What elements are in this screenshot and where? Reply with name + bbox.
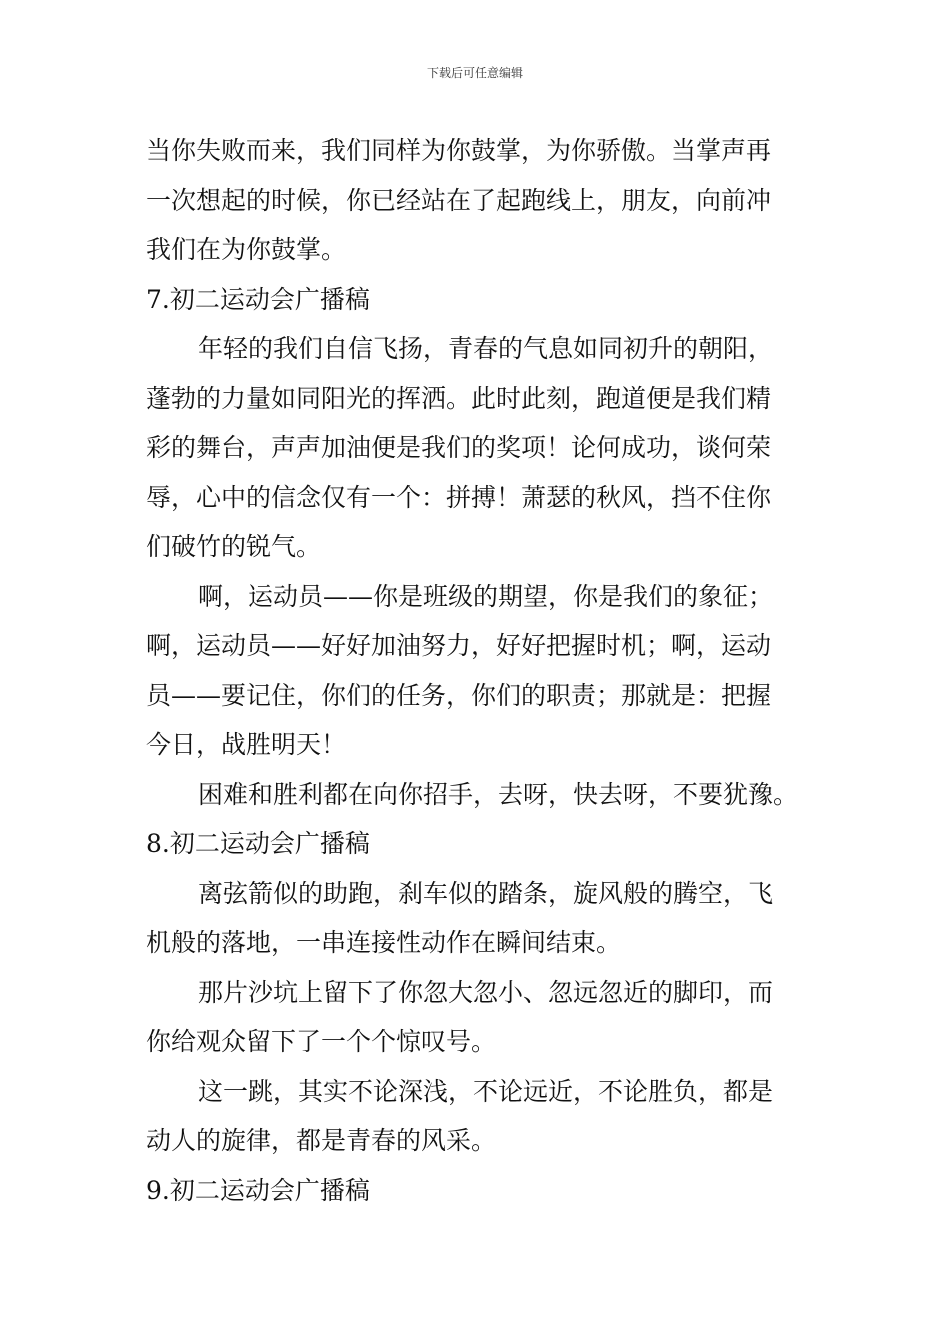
paragraph-line: 一次想起的时候，你已经站在了起跑线上，朋友，向前冲 [146, 185, 772, 215]
paragraph-line: 今日，战胜明天！ [146, 730, 347, 759]
section-heading-8: 8.初二运动会广播稿 [146, 829, 370, 858]
paragraph-line: 彩的舞台，声声加油便是我们的奖项！论何成功，谈何荣 [146, 433, 772, 462]
paragraph-line: 当你失败而来，我们同样为你鼓掌，为你骄傲。当掌声再 [146, 136, 772, 165]
section-heading-7: 7.初二运动会广播稿 [146, 284, 370, 314]
paragraph-line: 啊，运动员——你是班级的期望，你是我们的象征； [198, 581, 774, 611]
paragraph-line: 年轻的我们自信飞扬，青春的气息如同初升的朝阳， [198, 334, 774, 363]
section-heading-9: 9.初二运动会广播稿 [146, 1175, 370, 1205]
document-body [146, 126, 808, 1215]
paragraph-line: 我们在为你鼓掌。 [146, 235, 347, 264]
paragraph-line: 辱，心中的信念仅有一个：拼搏！萧瑟的秋风，挡不住你 [146, 482, 772, 512]
paragraph-line: 动人的旋律，都是青春的风采。 [146, 1126, 497, 1155]
paragraph-line: 那片沙坑上留下了你忽大忽小、忽远忽近的脚印，而 [198, 977, 774, 1007]
paragraph-line: 啊，运动员——好好加油努力，好好把握时机；啊，运动 [146, 631, 772, 660]
paragraph-line: 员——要记住，你们的任务，你们的职责；那就是：把握 [146, 680, 772, 710]
paragraph-line: 们破竹的锐气。 [146, 532, 322, 561]
paragraph-line: 离弦箭似的助跑，刹车似的踏条，旋风般的腾空，飞 [198, 878, 774, 908]
paragraph-line: 机般的落地，一串连接性动作在瞬间结束。 [146, 928, 622, 957]
paragraph-line: 这一跳，其实不论深浅，不论远近，不论胜负，都是 [198, 1076, 774, 1106]
paragraph-line: 你给观众留下了一个个惊叹号。 [146, 1027, 497, 1056]
paragraph-line: 蓬勃的力量如同阳光的挥洒。此时此刻，跑道便是我们精 [146, 383, 772, 413]
paragraph-line: 困难和胜利都在向你招手，去呀，快去呀，不要犹豫。 [198, 779, 799, 809]
header-note: 下载后可任意编辑 [426, 66, 523, 80]
